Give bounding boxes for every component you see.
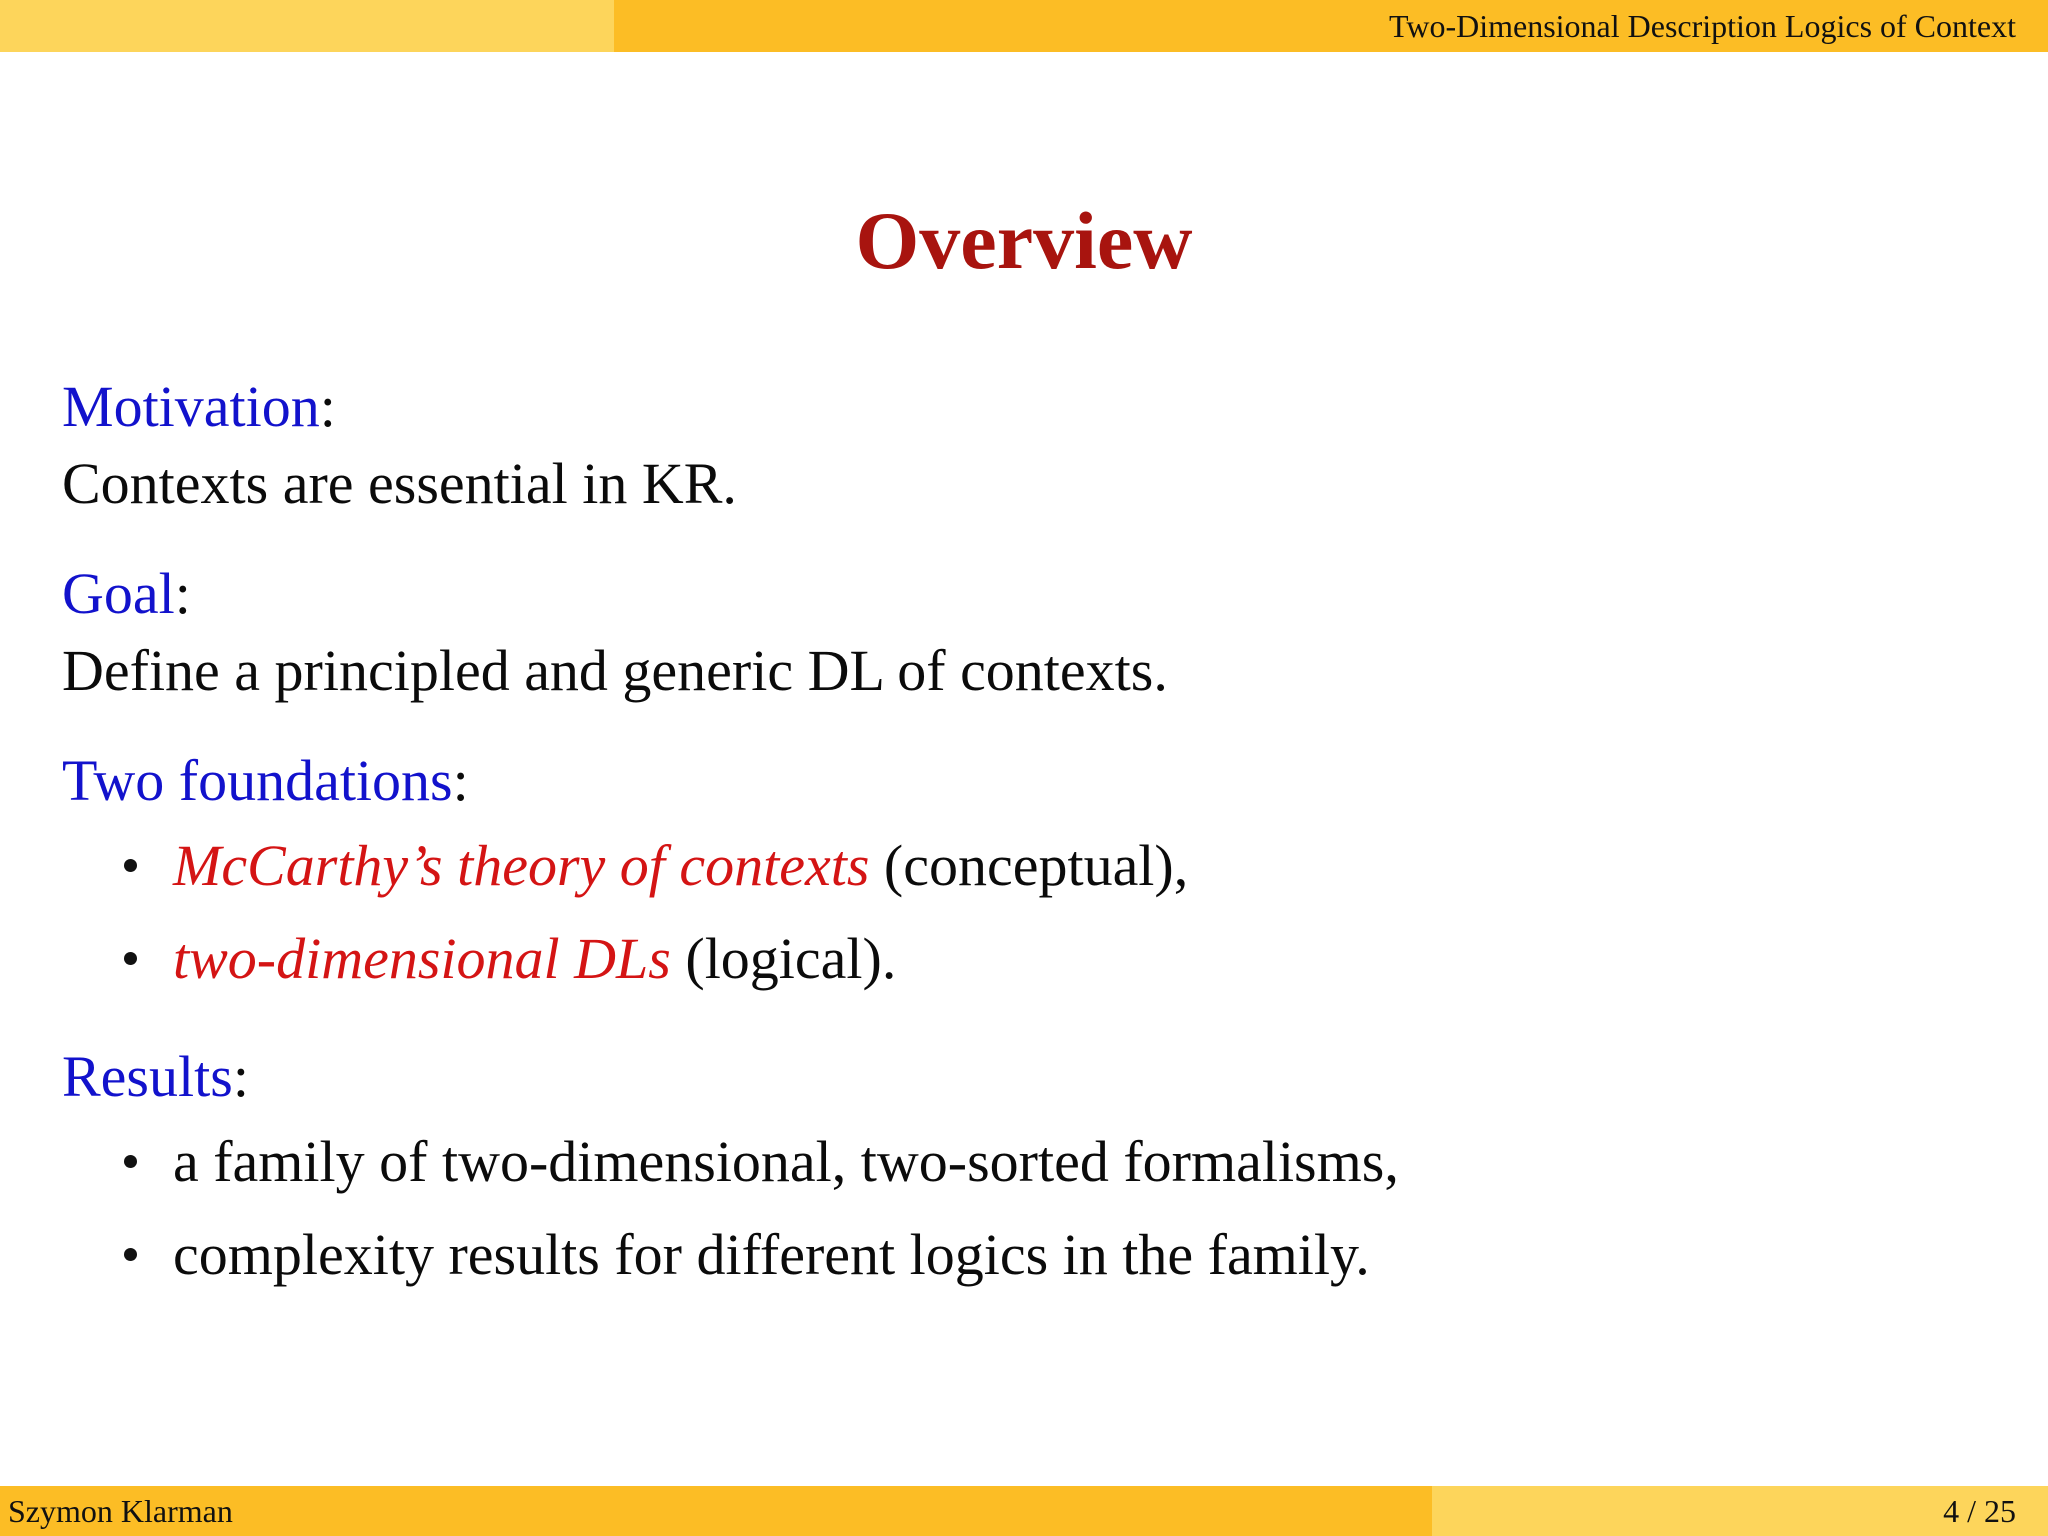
goal-text: Define a principled and generic DL of contexts. <box>62 637 1168 703</box>
slide-title: Overview <box>855 195 1193 286</box>
bullet-icon <box>124 1155 137 1168</box>
header-bar-left <box>0 0 614 52</box>
foundation-note: (logical). <box>670 925 897 991</box>
motivation-text: Contexts are essential in KR. <box>62 450 737 516</box>
motivation-colon: : <box>319 373 336 439</box>
goal-colon: : <box>174 560 191 626</box>
goal-heading <box>62 555 1962 632</box>
footer-bar-left <box>0 1486 1432 1536</box>
footer-bar-right <box>1432 1486 2048 1536</box>
foundation-emphasis: McCarthy’s theory of contexts <box>173 832 870 898</box>
footer-bar <box>0 1486 2048 1536</box>
bullet-icon <box>124 952 137 965</box>
result-item <box>62 1208 1962 1301</box>
author-name: Szymon Klarman <box>8 1492 233 1529</box>
foundation-emphasis: two-dimensional DLs <box>173 925 671 991</box>
goal-label: Goal <box>62 560 175 626</box>
foundation-item <box>62 912 1962 1005</box>
motivation-heading <box>62 368 1962 445</box>
header-bar-right <box>614 0 2048 52</box>
foundation-item <box>62 819 1962 912</box>
results-heading <box>62 1038 1962 1115</box>
bullet-icon <box>124 859 137 872</box>
result-text: complexity results for different logics in the family. <box>173 1221 1370 1287</box>
results-colon: : <box>232 1043 249 1109</box>
result-text: a family of two-dimensional, two-sorted formalisms, <box>173 1128 1399 1194</box>
bullet-icon <box>124 1248 137 1261</box>
foundations-label: Two foundations <box>62 747 453 813</box>
presentation-title: Two-Dimensional Description Logics of Context <box>1389 7 2016 44</box>
result-item <box>62 1115 1962 1208</box>
foundations-heading <box>62 742 1962 819</box>
foundations-colon: : <box>452 747 469 813</box>
header-bar <box>0 0 2048 52</box>
foundation-note: (conceptual), <box>869 832 1189 898</box>
page-number: 4 / 25 <box>1943 1492 2016 1529</box>
slide-content <box>62 368 1962 1301</box>
results-label: Results <box>62 1043 233 1109</box>
motivation-label: Motivation <box>62 373 320 439</box>
